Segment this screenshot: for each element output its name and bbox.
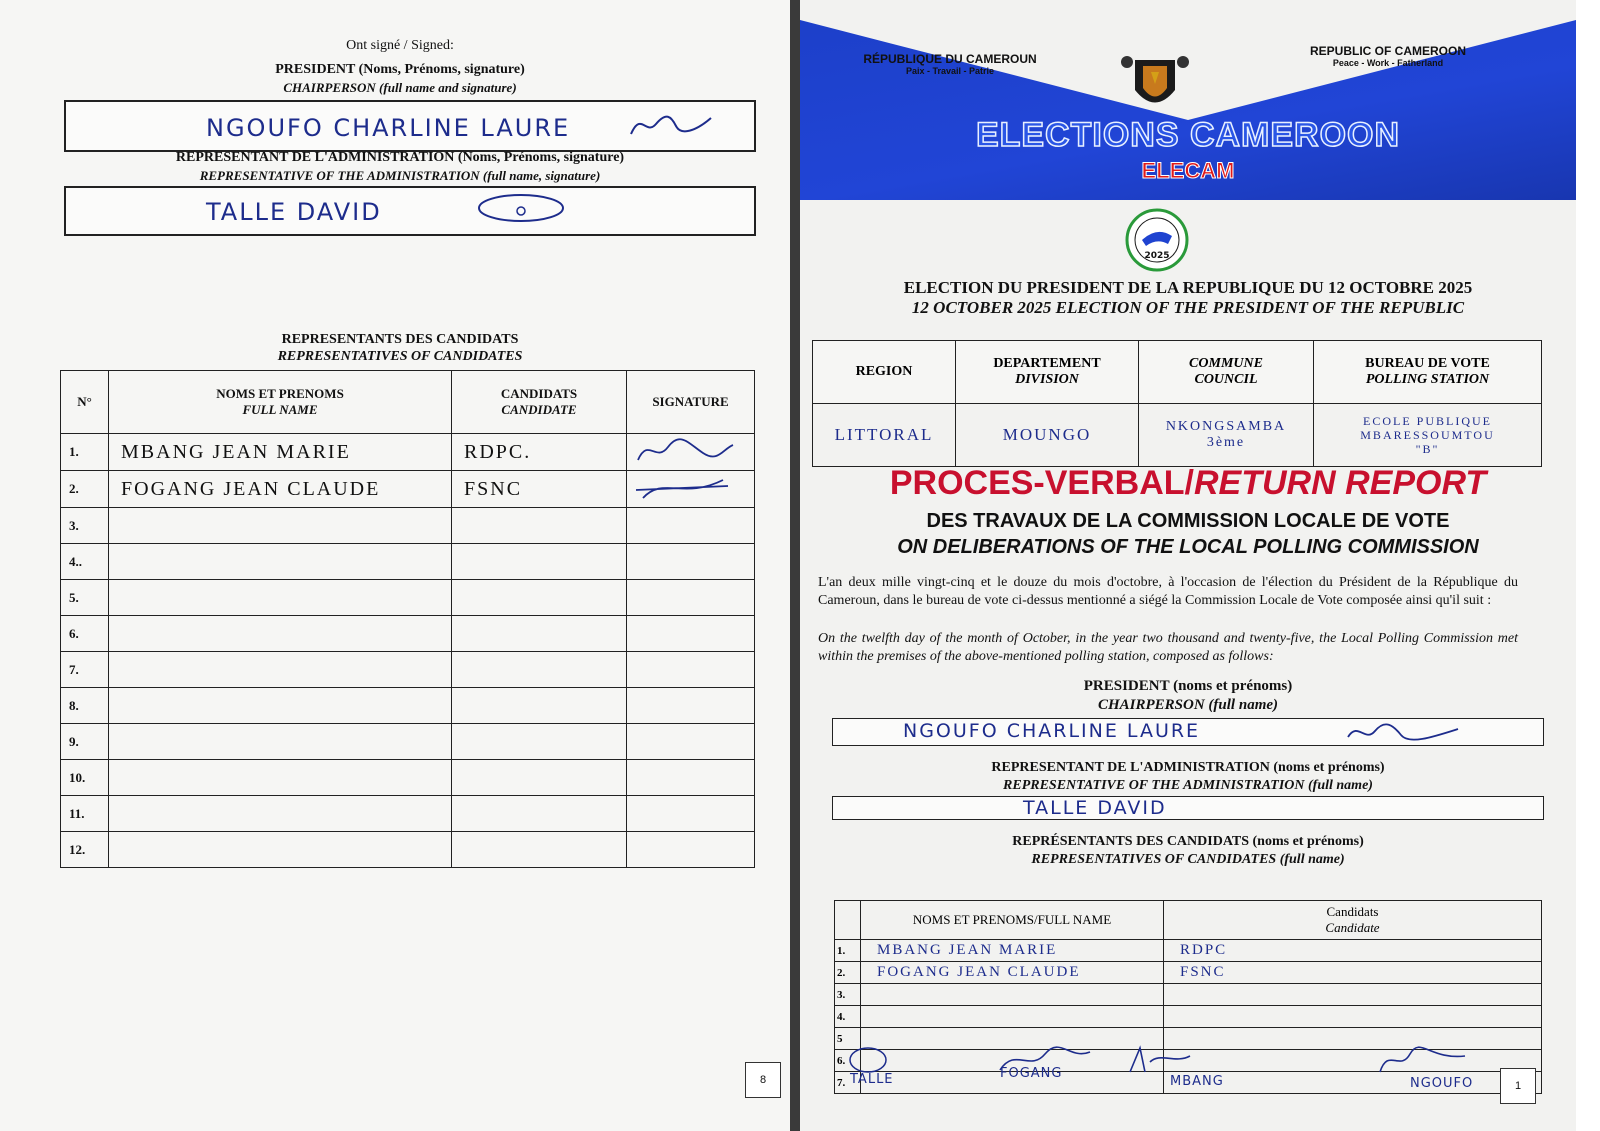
row-number: 5.: [61, 580, 109, 616]
header-name: [109, 371, 452, 434]
bottom-signatures: [840, 1042, 1540, 1102]
row-candidate: [452, 508, 627, 544]
admin-signature-mark: [466, 190, 576, 226]
org-name: ELECTIONS CAMEROON: [975, 116, 1401, 154]
row-number: 10.: [61, 760, 109, 796]
header-polling-station: BUREAU DE VOTE POLLING STATION: [1314, 341, 1542, 404]
row-candidate: [452, 832, 627, 868]
row-full-name: [109, 688, 452, 724]
admin-label-en: REPRESENTATIVE OF THE ADMINISTRATION (full name): [1003, 778, 1373, 793]
table-row: [61, 832, 755, 868]
row-full-name: [109, 616, 452, 652]
row-signature: [627, 832, 755, 868]
paragraph-en: On the twelfth day of the month of October, in the year two thousand and twenty-five, the Local Polling Commission met within the premises of the above-mentioned polling station, composed as follows:: [818, 631, 1518, 664]
president-name: NGOUFO CHARLINE LAURE: [206, 114, 571, 142]
republic-en-block: [1288, 44, 1488, 68]
location-values-row: [813, 404, 1542, 467]
row-full-name: MBANG JEAN MARIE: [109, 434, 452, 471]
division-value: MOUNGO: [956, 404, 1139, 467]
row-candidate: [452, 688, 627, 724]
subtitle-fr: DES TRAVAUX DE LA COMMISSION LOCALE DE VOTE: [926, 510, 1450, 532]
row-number: 7.: [61, 652, 109, 688]
row-number: 1.: [835, 940, 861, 962]
motto-fr: Paix - Travail - Patrie: [905, 66, 995, 76]
header-region: REGION: [813, 341, 956, 404]
region-value: LITTORAL: [813, 404, 956, 467]
coat-of-arms-icon: [1115, 50, 1195, 120]
election-title-en: 12 OCTOBER 2025 ELECTION OF THE PRESIDENT OF THE REPUBLIC: [911, 298, 1465, 317]
president-name: NGOUFO CHARLINE LAURE: [903, 720, 1201, 742]
header-candidate-en: CANDIDATE: [501, 402, 577, 417]
row-number: 9.: [61, 724, 109, 760]
page-number: 1: [1500, 1068, 1536, 1104]
header-signature: SIGNATURE: [627, 371, 755, 434]
header-council: COMMUNE COUNCIL: [1139, 341, 1314, 404]
president-signature-mark: [626, 106, 716, 142]
org-acronym: ELECAM: [1141, 158, 1235, 183]
row-candidate: [452, 580, 627, 616]
row-candidate: [1164, 1006, 1542, 1028]
row-number: 3.: [835, 984, 861, 1006]
subtitle-en: ON DELIBERATIONS OF THE LOCAL POLLING COMMISSION: [897, 536, 1479, 558]
row-number: 12.: [61, 832, 109, 868]
admin-name: TALLE DAVID: [206, 198, 382, 226]
cand-header-candidate: Candidats Candidate: [1164, 901, 1542, 940]
table-row: [61, 724, 755, 760]
row-number: 3.: [61, 508, 109, 544]
row-candidate: [452, 796, 627, 832]
row-candidate: [452, 760, 627, 796]
location-table: [812, 340, 1542, 467]
president-label-en: CHAIRPERSON (full name and signature): [283, 80, 517, 95]
row-candidate: RDPC: [1164, 940, 1542, 962]
header-division: DEPARTEMENT DIVISION: [956, 341, 1139, 404]
page-number: 8: [745, 1062, 781, 1098]
report-title-en: RETURN REPORT: [1193, 464, 1487, 502]
row-full-name: FOGANG JEAN CLAUDE: [109, 471, 452, 508]
row-signature: [627, 796, 755, 832]
admin-label-fr: REPRESENTANT DE L'ADMINISTRATION (Noms, Prénoms, signature): [175, 150, 625, 165]
admin-name: TALLE DAVID: [1023, 797, 1167, 819]
row-signature: [627, 688, 755, 724]
table-row: [61, 434, 755, 471]
row-full-name: [861, 1006, 1164, 1028]
row-signature: [627, 508, 755, 544]
row-candidate: [452, 616, 627, 652]
row-number: 1.: [61, 434, 109, 471]
table-row: [61, 616, 755, 652]
row-signature: [627, 760, 755, 796]
table-row: [61, 508, 755, 544]
location-header-row: [813, 341, 1542, 404]
row-number: 8.: [61, 688, 109, 724]
row-signature: [627, 580, 755, 616]
row-candidate: FSNC: [1164, 962, 1542, 984]
header-name-fr: NOMS ET PRENOMS: [216, 386, 344, 401]
row-number: 6.: [61, 616, 109, 652]
row-candidate: [452, 652, 627, 688]
row-number: 2.: [835, 962, 861, 984]
row-candidate: [452, 544, 627, 580]
candidates-label-en: REPRESENTATIVES OF CANDIDATES (full name): [1031, 852, 1345, 867]
row-signature: [627, 434, 755, 471]
signature-mark: [628, 472, 738, 502]
admin-label-en: REPRESENTATIVE OF THE ADMINISTRATION (full name, signature): [199, 168, 601, 183]
row-candidate: [1164, 984, 1542, 1006]
row-number: 7.: [835, 1072, 861, 1094]
council-value: NKONGSAMBA 3ème: [1139, 404, 1314, 467]
paragraph-fr: L'an deux mille vingt-cinq et le douze du mois d'octobre, à l'occasion de l'élection du Président de la République du Cameroun, dans le bureau de vote ci-dessus mentionné a siégé la Commission Locale de Vote composée ainsi qu'il suit :: [818, 575, 1518, 608]
signed-heading: Ont signé / Signed:: [346, 38, 454, 53]
row-full-name: FOGANG JEAN CLAUDE: [861, 962, 1164, 984]
table-row: [61, 688, 755, 724]
candidates-heading-en: REPRESENTATIVES OF CANDIDATES: [277, 349, 523, 364]
header-candidate-fr: CANDIDATS: [500, 386, 578, 401]
motto-en: Peace - Work - Fatherland: [1332, 58, 1444, 68]
row-candidate: RDPC.: [452, 434, 627, 471]
row-full-name: [109, 832, 452, 868]
header-candidate: [452, 371, 627, 434]
row-signature: [627, 724, 755, 760]
candidates-heading-fr: REPRESENTANTS DES CANDIDATS: [281, 332, 519, 347]
row-signature: [627, 471, 755, 508]
row-full-name: [109, 544, 452, 580]
row-candidate: FSNC: [452, 471, 627, 508]
republic-fr: RÉPUBLIQUE DU CAMEROUN: [863, 52, 1037, 66]
table-row: [835, 962, 1542, 984]
row-full-name: [109, 796, 452, 832]
row-number: 6.: [835, 1050, 861, 1072]
election-title-fr: ELECTION DU PRESIDENT DE LA REPUBLIQUE DU 12 OCTOBRE 2025: [903, 278, 1473, 297]
row-signature: [627, 544, 755, 580]
president-signature-box: [64, 100, 756, 152]
signer-ngoufo: NGOUFO: [1410, 1076, 1474, 1091]
row-full-name: [109, 508, 452, 544]
row-number: 4..: [61, 544, 109, 580]
republic-fr-block: [850, 52, 1050, 76]
table-row: [61, 760, 755, 796]
row-number: 11.: [61, 796, 109, 832]
row-signature: [627, 616, 755, 652]
president-signature-mark: [1343, 719, 1463, 745]
cand-header-row: [835, 901, 1542, 940]
president-label-fr: PRESIDENT (Noms, Prénoms, signature): [275, 62, 525, 77]
report-title: [800, 464, 1576, 503]
row-number: 4.: [835, 1006, 861, 1028]
signer-talle: TALLE: [850, 1072, 894, 1087]
table-row: [61, 796, 755, 832]
election-seal-icon: [1122, 208, 1192, 272]
header-name-en: FULL NAME: [242, 402, 318, 417]
president-label-fr: PRESIDENT (noms et prénoms): [1083, 678, 1293, 694]
signer-fogang: FOGANG: [1000, 1066, 1063, 1081]
candidates-label-fr: REPRÉSENTANTS DES CANDIDATS (noms et prénoms): [1012, 834, 1364, 849]
row-full-name: [109, 580, 452, 616]
report-title-fr: PROCES-VERBAL/: [889, 464, 1194, 502]
seal-year: 2025: [1144, 251, 1170, 261]
president-name-box: [832, 718, 1544, 746]
table-row: [835, 1006, 1542, 1028]
signature-mark: [628, 435, 738, 465]
table-row: [61, 471, 755, 508]
cand-header-name: NOMS ET PRENOMS/FULL NAME: [861, 901, 1164, 940]
table-row: [61, 580, 755, 616]
candidate-representatives-table: [60, 370, 755, 868]
row-candidate: [452, 724, 627, 760]
polling-station-value: ECOLE PUBLIQUE MBARESSOUMTOU "B": [1314, 404, 1542, 467]
table-row: [835, 940, 1542, 962]
left-page: [0, 0, 790, 1131]
table-header-row: [61, 371, 755, 434]
row-number: 2.: [61, 471, 109, 508]
admin-name-box: [832, 796, 1544, 820]
row-full-name: [109, 760, 452, 796]
row-full-name: [861, 984, 1164, 1006]
president-label-en: CHAIRPERSON (full name): [1097, 697, 1279, 713]
table-row: [835, 984, 1542, 1006]
row-full-name: [109, 652, 452, 688]
admin-signature-box: [64, 186, 756, 236]
signer-mbang: MBANG: [1170, 1074, 1224, 1089]
admin-label-fr: REPRESENTANT DE L'ADMINISTRATION (noms et prénoms): [991, 760, 1385, 775]
header-num: N°: [61, 371, 109, 434]
row-number: 5: [835, 1028, 861, 1050]
row-full-name: [109, 724, 452, 760]
republic-en: REPUBLIC OF CAMEROON: [1310, 44, 1466, 58]
row-signature: [627, 652, 755, 688]
table-row: [61, 652, 755, 688]
row-full-name: MBANG JEAN MARIE: [861, 940, 1164, 962]
table-row: [61, 544, 755, 580]
right-page: [800, 0, 1576, 1131]
